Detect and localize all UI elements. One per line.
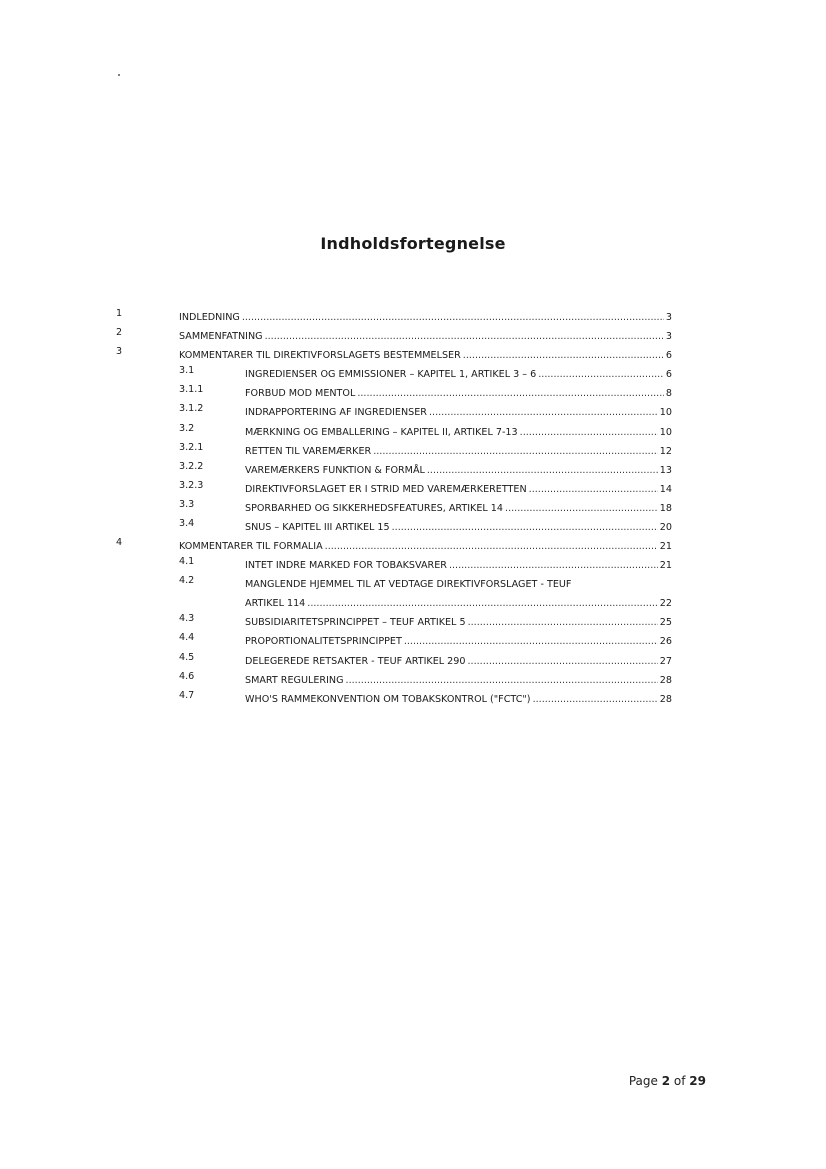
toc-leader-dots xyxy=(529,480,658,499)
toc-title: SUBSIDIARITETSPRINCIPPET – TEUF ARTIKEL 5 xyxy=(245,617,466,629)
toc-page-number: 3 xyxy=(665,312,672,323)
toc-leader-dots xyxy=(373,442,658,461)
toc-entry-body xyxy=(245,613,672,632)
toc-line xyxy=(245,518,672,537)
toc-entry[interactable] xyxy=(0,461,826,480)
toc-number: 3.2.2 xyxy=(179,460,204,472)
toc-entry[interactable] xyxy=(0,327,826,346)
toc-title: INGREDIENSER OG EMMISSIONER – KAPITEL 1, ARTIKEL 3 – 6 xyxy=(245,369,537,381)
toc-page-number: 18 xyxy=(659,502,672,514)
toc-title: DIREKTIVFORSLAGET ER I STRID MED VAREMÆRKERETTEN xyxy=(245,483,527,495)
toc-entry-body xyxy=(179,346,672,365)
toc-entry-body xyxy=(245,403,672,422)
toc-page-number: 10 xyxy=(659,407,672,419)
toc-leader-dots xyxy=(463,346,664,365)
toc-entry-body xyxy=(245,632,672,651)
toc-page-number: 3 xyxy=(665,331,672,343)
toc-leader-dots xyxy=(520,423,658,442)
toc-entry-body xyxy=(245,499,672,518)
footer-current-page: 2 xyxy=(661,1074,671,1088)
toc-entry-body xyxy=(245,556,672,575)
toc-line xyxy=(179,327,672,346)
toc-entry-body xyxy=(245,480,672,499)
toc-number: 1 xyxy=(116,308,123,319)
toc-page-number: 13 xyxy=(659,464,672,476)
toc-entry[interactable] xyxy=(0,384,826,403)
toc-line xyxy=(179,346,672,365)
toc-leader-dots xyxy=(429,403,658,422)
toc-entry-body xyxy=(245,575,672,613)
toc-number: 3.2.3 xyxy=(179,479,204,491)
toc-leader-dots xyxy=(307,594,658,613)
toc-page-number: 6 xyxy=(665,369,672,381)
toc-line xyxy=(179,308,672,327)
scan-speck xyxy=(118,74,120,76)
toc-number: 4.3 xyxy=(179,613,195,625)
toc-page-number: 6 xyxy=(665,350,672,362)
page-title: Indholdsfortegnelse xyxy=(320,234,506,253)
toc-entry[interactable] xyxy=(0,308,826,327)
toc-number: 3.1 xyxy=(179,365,195,377)
toc-entry[interactable] xyxy=(0,480,826,499)
toc-line xyxy=(245,499,672,518)
toc-entry[interactable] xyxy=(0,556,826,575)
toc-entry[interactable] xyxy=(0,613,826,632)
footer-total-pages: 29 xyxy=(689,1074,706,1088)
toc-number: 4 xyxy=(116,537,123,549)
toc-entry[interactable] xyxy=(0,442,826,461)
toc-title: SNUS – KAPITEL III ARTIKEL 15 xyxy=(245,522,390,534)
toc-number: 3.2.1 xyxy=(179,441,204,453)
toc-title: INTET INDRE MARKED FOR TOBAKSVARER xyxy=(245,560,447,572)
toc-title: DELEGEREDE RETSAKTER - TEUF ARTIKEL 290 xyxy=(245,655,466,667)
toc-entry-body xyxy=(245,384,672,403)
toc-entry-body xyxy=(245,461,672,480)
toc-number: 4.7 xyxy=(179,689,195,701)
toc-entry[interactable] xyxy=(0,518,826,537)
toc-title: WHO'S RAMMEKONVENTION OM TOBAKSKONTROL ("FCTC") xyxy=(245,693,531,705)
toc-line xyxy=(245,632,672,651)
toc-number: 2 xyxy=(116,327,123,339)
toc-number: 3.1.2 xyxy=(179,403,204,415)
toc-line xyxy=(245,442,672,461)
toc-leader-dots xyxy=(404,632,658,651)
toc-title: PROPORTIONALITETSPRINCIPPET xyxy=(245,636,402,648)
toc-number: 4.5 xyxy=(179,651,195,663)
toc-line xyxy=(245,423,672,442)
toc-title-continuation: ARTIKEL 114 xyxy=(245,598,306,610)
toc-title: SAMMENFATNING xyxy=(179,331,263,343)
toc-entry-body xyxy=(245,518,672,537)
toc-entry[interactable] xyxy=(0,575,826,613)
toc-title: VAREMÆRKERS FUNKTION & FORMÅL xyxy=(245,464,425,476)
toc-entry[interactable] xyxy=(0,346,826,365)
toc-entry-body xyxy=(245,365,672,384)
toc-line xyxy=(245,556,672,575)
toc-line xyxy=(245,652,672,671)
toc-page-number: 14 xyxy=(659,483,672,495)
toc-line xyxy=(245,384,672,403)
toc-line xyxy=(245,365,672,384)
toc-entry[interactable] xyxy=(0,632,826,651)
toc-entry[interactable] xyxy=(0,499,826,518)
toc-leader-dots xyxy=(346,671,658,690)
toc-line xyxy=(245,594,672,613)
toc-line xyxy=(245,613,672,632)
toc-line xyxy=(245,403,672,422)
toc-page-number: 25 xyxy=(659,617,672,629)
toc-page-number: 28 xyxy=(659,693,672,705)
toc-entry-body xyxy=(245,652,672,671)
toc-entry-body xyxy=(245,423,672,442)
toc-page-number: 28 xyxy=(659,674,672,686)
toc-title: FORBUD MOD MENTOL xyxy=(245,388,356,400)
toc-leader-dots xyxy=(533,690,658,709)
toc-line xyxy=(245,480,672,499)
toc-entry[interactable] xyxy=(0,365,826,384)
toc-leader-dots xyxy=(538,365,664,384)
toc-number: 4.2 xyxy=(179,575,195,587)
toc-title: KOMMENTARER TIL DIREKTIVFORSLAGETS BESTEMMELSER xyxy=(179,350,461,362)
toc-entry[interactable] xyxy=(0,403,826,422)
toc-line xyxy=(245,671,672,690)
toc-page-number: 12 xyxy=(659,445,672,457)
toc-number: 3 xyxy=(116,346,123,358)
page-footer xyxy=(629,1074,706,1088)
toc-entry-body xyxy=(245,690,672,709)
toc-number: 3.2 xyxy=(179,422,195,434)
toc-entry[interactable] xyxy=(0,690,826,709)
toc-page-number: 21 xyxy=(659,541,672,553)
toc-entry-body xyxy=(179,327,672,346)
toc-page-number: 10 xyxy=(659,426,672,438)
toc-leader-dots xyxy=(505,499,658,518)
toc-page-number: 21 xyxy=(659,560,672,572)
toc-leader-dots xyxy=(467,652,657,671)
toc-leader-dots xyxy=(468,613,658,632)
toc-entry-body xyxy=(245,442,672,461)
toc-page-number: 27 xyxy=(659,655,672,667)
footer-of: of xyxy=(673,1074,686,1088)
toc-title: MANGLENDE HJEMMEL TIL AT VEDTAGE DIREKTIVFORSLAGET - TEUF xyxy=(245,579,572,591)
toc-entry[interactable] xyxy=(0,671,826,690)
toc-leader-dots xyxy=(449,556,658,575)
toc-number: 4.6 xyxy=(179,670,195,682)
toc-title: INDLEDNING xyxy=(179,312,240,323)
toc-number: 4.4 xyxy=(179,632,195,644)
toc-leader-dots xyxy=(357,384,664,403)
toc-leader-dots xyxy=(427,461,658,480)
toc-number: 4.1 xyxy=(179,556,195,568)
toc-leader-dots xyxy=(325,537,658,556)
toc-leader-dots xyxy=(392,518,658,537)
toc-leader-dots xyxy=(265,327,664,346)
toc-number: 3.4 xyxy=(179,518,195,530)
toc-line xyxy=(245,461,672,480)
toc-title: SMART REGULERING xyxy=(245,674,344,686)
toc-entry[interactable] xyxy=(0,652,826,671)
toc-entry[interactable] xyxy=(0,423,826,442)
footer-prefix: Page xyxy=(628,1074,658,1088)
toc-title: KOMMENTARER TIL FORMALIA xyxy=(179,541,323,553)
table-of-contents xyxy=(0,308,826,709)
toc-title: SPORBARHED OG SIKKERHEDSFEATURES, ARTIKEL 14 xyxy=(245,502,504,514)
toc-page-number: 26 xyxy=(659,636,672,648)
toc-number: 3.1.1 xyxy=(179,384,204,396)
toc-entry-body xyxy=(179,537,672,556)
toc-title: MÆRKNING OG EMBALLERING – KAPITEL II, ARTIKEL 7-13 xyxy=(245,426,518,438)
toc-page-number: 22 xyxy=(659,598,672,610)
toc-page-number: 8 xyxy=(665,388,672,400)
toc-title: INDRAPPORTERING AF INGREDIENSER xyxy=(245,407,427,419)
toc-entry-body xyxy=(245,671,672,690)
toc-page-number: 20 xyxy=(659,522,672,534)
toc-title: RETTEN TIL VAREMÆRKER xyxy=(245,445,372,457)
toc-number: 3.3 xyxy=(179,498,195,510)
toc-entry-body xyxy=(179,308,672,327)
toc-line xyxy=(245,690,672,709)
toc-leader-dots xyxy=(242,308,664,327)
toc-line xyxy=(179,537,672,556)
toc-entry[interactable] xyxy=(0,537,826,556)
